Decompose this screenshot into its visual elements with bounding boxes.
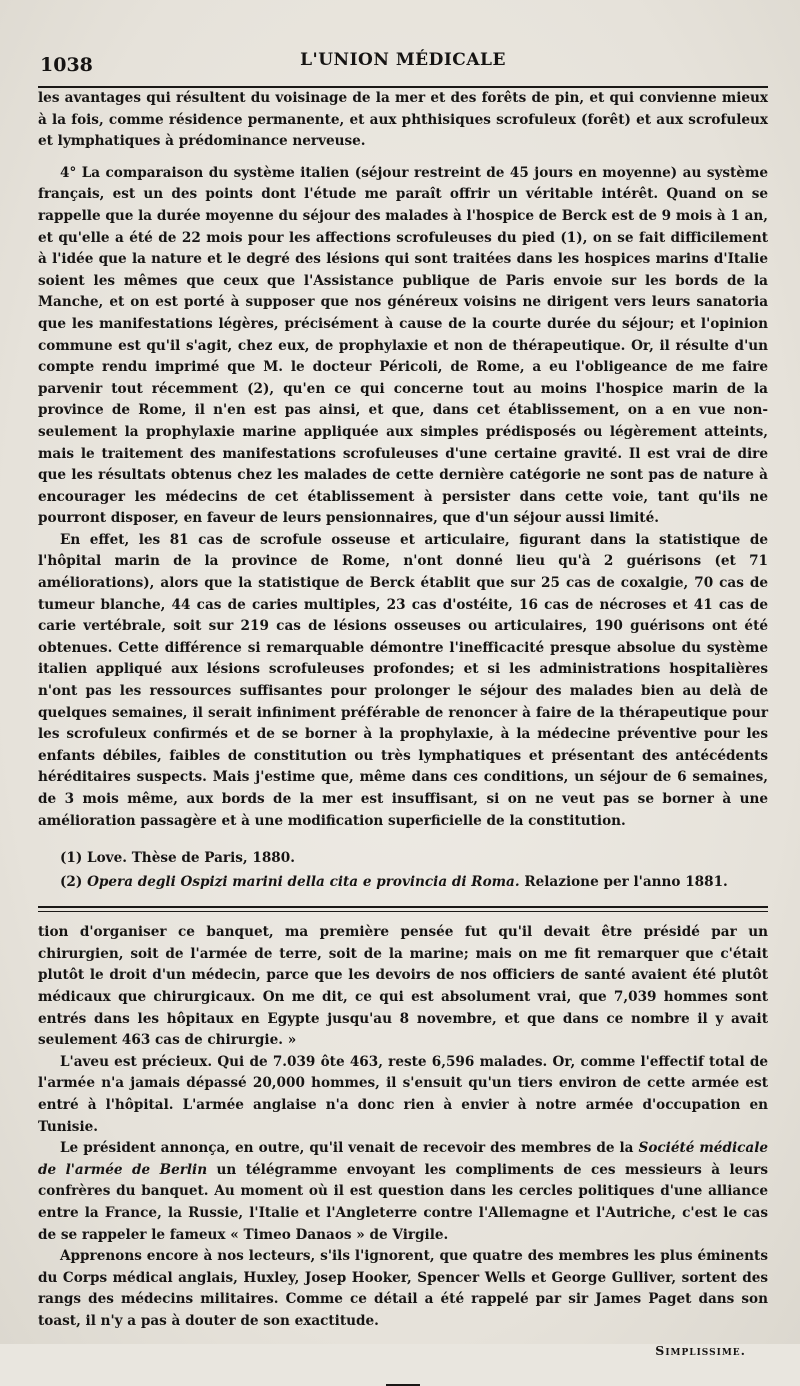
footnote-2-rest: Relazione per l'anno 1881.	[524, 874, 728, 891]
footnote-2-number: (2)	[60, 874, 83, 891]
signature: Simplissime.	[655, 1343, 746, 1359]
paragraph-aveu: L'aveu est précieux. Qui de 7.039 ôte 463, reste 6,596 malades. Or, comme l'effectif total de l'armée n'a jamais dépassé 20,000 hommes, il s'ensuit qu'un tiers environ de cette armée est entré à l'hôpital. L'armée anglaise n'a donc rien à envier à notre armée d'occupation en Tunisie.	[38, 1053, 768, 1135]
paragraph-statistics: En effet, les 81 cas de scrofule osseuse et articulaire, figurant dans la statistique de l'hôpital marin de la province de Rome, n'ont donné lieu qu'à 2 guérisons (et 71 améliorations), alors que la statistique de Berck établit que sur 25 cas de coxalgie, 70 cas de tumeur blanche, 44 cas de caries multiples, 23 cas d'ostéite, 16 cas de nécroses et 41 cas de carie vertébrale, soit sur 219 cas de lésions osseuses ou articulaires, 190 guérisons ont été obtenues. Cette différence si remarquable démontre l'inefficacité presque absolue du système italien appliqué aux lésions scrofuleuses profondes; et si les administrations hospitalières n'ont pas les ressources suffisantes pour prolonger le séjour des malades bien au delà de quelques semaines, il serait infiniment préférable de renoncer à faire de la thérapeutique pour les scrofuleux confirmés et de se borner à la prophylaxie, à la médecine préventive pour les enfants débiles, faibles de constitution ou très lymphatiques et présentant des antécédents héréditaires suspects. Mais j'estime que, même dans ces conditions, un séjour de 6 semaines, de 3 mois même, aux bords de la mer est insuffisant, si on ne veut pas se borner à une amélioration passagère et à une modification superficielle de la constitution.	[38, 531, 768, 829]
footnote-1: (1) Love. Thèse de Paris, 1880.	[60, 850, 295, 867]
paragraph-banquet: tion d'organiser ce banquet, ma première pensée fut qu'il devait être présidé par un chirurgien, soit de l'armée de terre, soit de la marine; mais on me fit remarquer que c'était plutôt le droit d'un médecin, parce que les devoirs de nos officiers de santé avaient été plutôt médicaux que chirurgicaux. On me dit, ce qui est absolument vrai, que 7,039 hommes sont entrés dans les hôpitaux en Egypte jusqu'au 8 novembre, et que dans ce nombre il y avait seulement 463 cas de chirurgie. »	[38, 924, 768, 1049]
page-number: 1038	[40, 54, 93, 76]
upper-article	[38, 88, 768, 832]
president-text-after: un télégramme envoyant les compliments de ces messieurs à leurs confrères du banquet. Au moment où il est question dans les cercles politiques d'une alliance entre la France, la Russie, l'Italie et l'Angleterre contre l'Allemagne et l'Autriche, c'est le cas de se rappeler le fameux « Timeo Danaos » de Virgile.	[38, 1161, 768, 1243]
journal-title: L'UNION MÉDICALE	[300, 50, 506, 70]
paragraph-residence: les avantages qui résultent du voisinage de la mer et des forêts de pin, et qui convienne mieux à la fois, comme résidence permanente, et aux phthisiques scrofuleux (forêt) et aux scrofuleux et lymphatiques à prédominance nerveuse.	[38, 90, 768, 150]
page-header	[38, 44, 768, 80]
footnote-2	[60, 870, 768, 894]
president-text-before: Le président annonça, en outre, qu'il venait de recevoir des membres de la	[60, 1140, 634, 1157]
paragraph-members: Apprenons encore à nos lecteurs, s'ils l'ignorent, que quatre des membres les plus éminents du Corps médical anglais, Huxley, Josep Hooker, Spencer Wells et George Gulliver, sortent des rangs des médecins militaires. Comme ce détail a été rappelé par sir James Paget dans son toast, il n'y a pas à douter de son exactitude.	[38, 1248, 768, 1329]
footnotes	[38, 846, 768, 894]
paragraph-comparison: 4° La comparaison du système italien (séjour restreint de 45 jours en moyenne) au système français, est un des points dont l'étude me paraît offrir un véritable intérêt. Quand on se rappelle que la durée moyenne du séjour des malades à l'hospice de Berck est de 9 mois à 1 an, et qu'elle a été de 22 mois pour les affections scrofuleuses du pied (1), on se fait difficilement à l'idée que la nature et le degré des lésions qui sont traitées dans les hospices marins d'Italie soient les mêmes que ceux que l'Assistance publique de Paris envoie sur les bords de la Manche, et on est porté à supposer que nos généreux voisins ne dirigent vers leurs sanatoria que les manifestations légères, précisément à cause de la courte durée du séjour; et l'opinion commune est qu'il s'agit, chez eux, de prophylaxie et non de thérapeutique. Or, il résulte d'un compte rendu imprimé que M. le docteur Péricoli, de Rome, a eu l'obligeance de me faire parvenir tout récemment (2), qu'en ce qui concerne tout au moins l'hospice marin de la province de Rome, il n'en est pas ainsi, et que, dans cet établissement, on a en vue non-seulement la prophylaxie marine appliquée aux simples prédisposés ou légèrement atteints, mais le traitement des manifestations scrofuleuses d'une certaine gravité. Il est vrai de dire que les résultats obtenus chez les malades de cette dernière catégorie ne sont pas de nature à encourager les médecins de cet établissement à persister dans cette voie, tant qu'ils ne pourront disposer, en faveur de leurs pensionnaires, que d'un séjour aussi limité.	[38, 164, 768, 527]
footnote-2-title: Opera degli Ospizi marini della cita e provincia di Roma.	[87, 874, 520, 891]
lower-article	[38, 922, 768, 1362]
society-name: Société médicale de l'armée de Berlin	[38, 1140, 769, 1178]
section-divider	[38, 906, 768, 912]
paragraph-president	[38, 1138, 768, 1246]
